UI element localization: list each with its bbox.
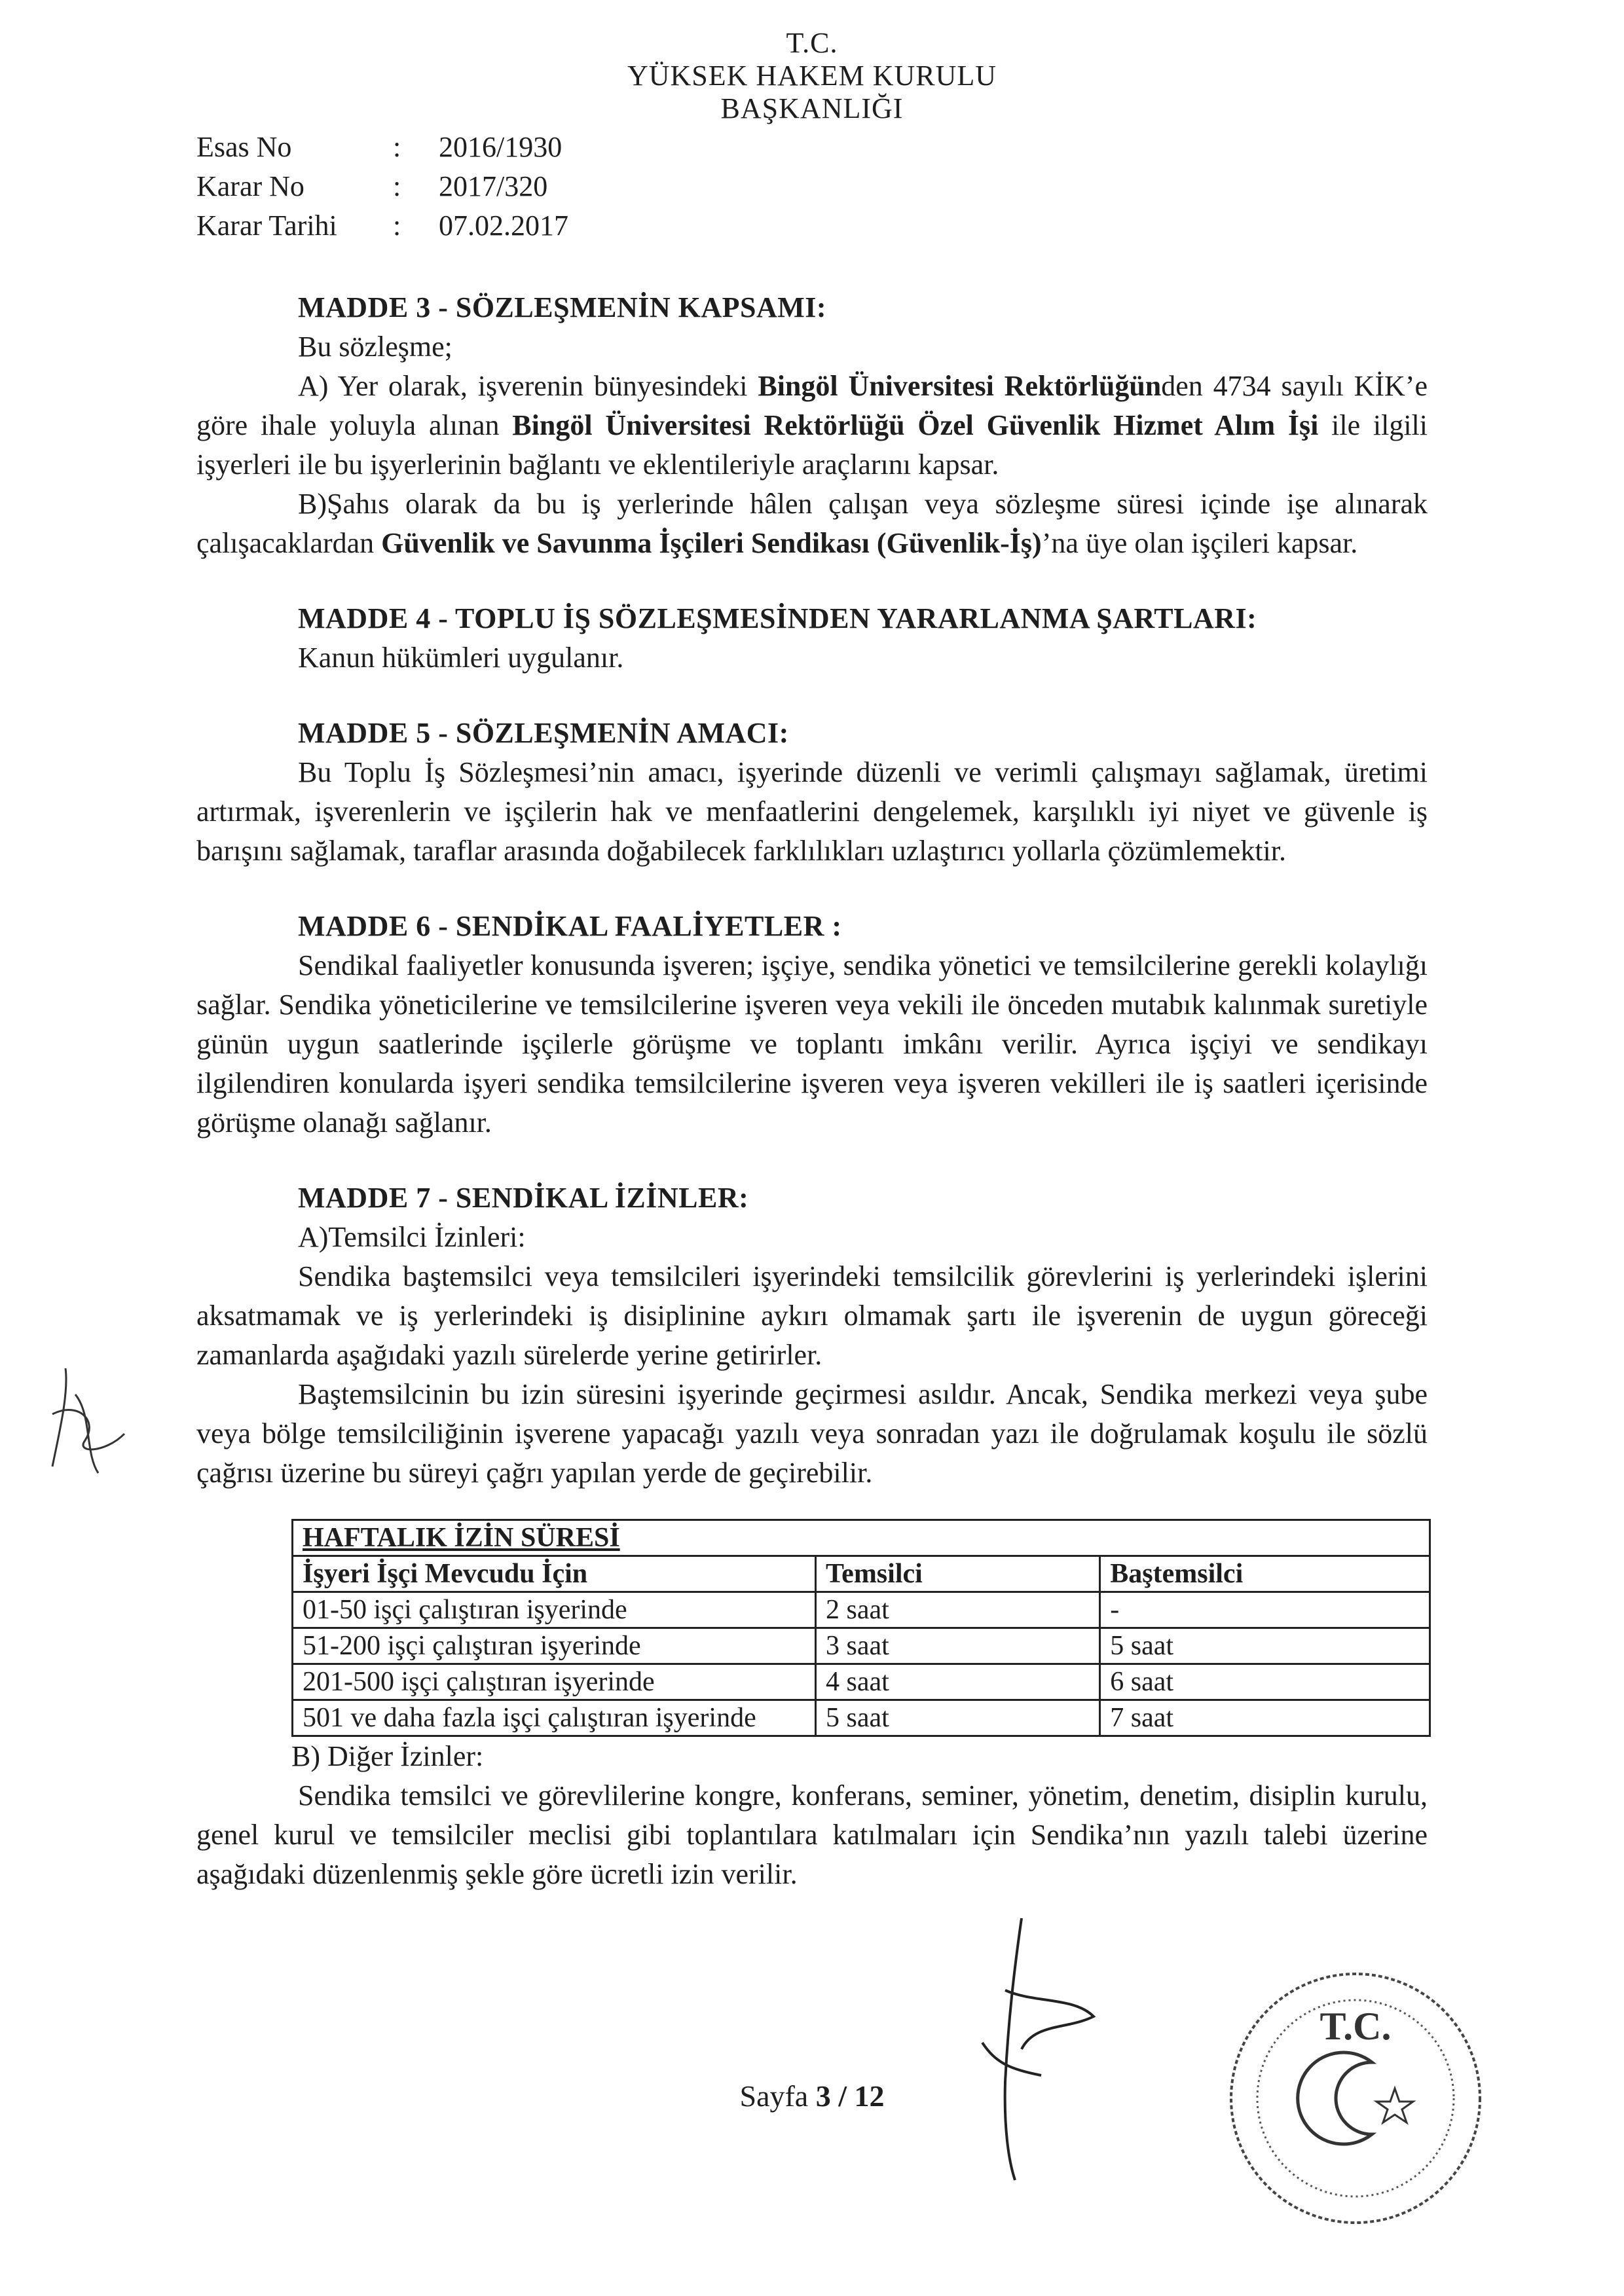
madde-3-clause-a	[196, 367, 1428, 484]
header-tc: T.C.	[786, 27, 838, 59]
clause-b-text-3: ’na üye olan işçileri kapsar.	[1041, 527, 1358, 559]
table-cell: 501 ve daha fazla işçi çalıştıran işyerinde	[293, 1700, 816, 1736]
header-presidency: BAŞKANLIĞI	[720, 92, 904, 124]
madde-7-paragraph-3: Sendika temsilci ve görevlilerine kongre, konferans, seminer, yönetim, denetim, disiplin kurulu, genel kurul ve temsilciler meclisi gibi toplantılara katılmaları için Sendika’nın yazılı talebi üzerine aşağıdaki düzenlenmiş şekle göre ücretli izin verilir.	[196, 1779, 1428, 1890]
clause-b-bold-2: (Güvenlik-İş)	[876, 527, 1042, 559]
clause-b-text-1: B)Şahıs olarak da bu iş yerlerinde hâlen çalışan veya sözleşme süresi içinde işe alınarak çalışacaklardan	[196, 488, 1428, 559]
table-cell: 2 saat	[816, 1592, 1100, 1628]
madde-3-clause-b	[196, 484, 1428, 563]
tarih-label: Karar Tarihi	[196, 210, 337, 242]
madde-4-text: Kanun hükümleri uygulanır.	[298, 642, 624, 674]
madde-3-heading: MADDE 3 - SÖZLEŞMENİN KAPSAMI:	[298, 291, 827, 323]
clause-a-text-2: den 4734 sayılı KİK’e göre ihale yoluyla alınan	[196, 370, 1428, 441]
colon: :	[393, 210, 401, 242]
madde-5-text: Bu Toplu İş Sözleşmesi’nin amacı, işyerinde düzenli ve verimli çalışmayı sağlamak, üretimi artırmak, işverenlerin ve işçilerin hak ve menfaatlerini dengelemek, karşılıklı iyi niyet ve güvenle iş barışını sağlamak, taraflar arasında doğabilecek farklılıkları uzlaştırıcı yollarla çözümlemektir.	[196, 756, 1428, 867]
table-cell: 201-500 işçi çalıştıran işyerinde	[293, 1664, 816, 1700]
margin-signature	[39, 1355, 138, 1486]
table-cell: 51-200 işçi çalıştıran işyerinde	[293, 1628, 816, 1664]
madde-3-intro: Bu sözleşme;	[298, 331, 452, 363]
madde-7-heading: MADDE 7 - SENDİKAL İZİNLER:	[298, 1182, 749, 1214]
madde-7-paragraph-2: Baştemsilcinin bu izin süresini işyerinde geçirmesi asıldır. Ancak, Sendika merkezi veya şube veya bölge temsilciliğinin işverene yapacağı yazılı veya sonradan yazı ile doğrulamak koşulu ile sözlü çağrısı üzerine bu süreyi çağrı yapılan yerde de geçirebilir.	[196, 1378, 1428, 1489]
tarih-row	[196, 206, 568, 246]
table-cell: 01-50 işçi çalıştıran işyerinde	[293, 1592, 816, 1628]
madde-7-sub-a: A)Temsilci İzinleri:	[298, 1221, 526, 1253]
page-label: Sayfa	[739, 2079, 816, 2113]
clause-b-bold-1: Güvenlik ve Savunma İşçileri Sendikası	[381, 527, 870, 559]
madde-6-heading: MADDE 6 - SENDİKAL FAALİYETLER :	[298, 910, 842, 942]
table-cell: 6 saat	[1100, 1664, 1430, 1700]
karar-value: 2017/320	[439, 170, 548, 202]
table-row	[293, 1628, 1430, 1664]
esas-row	[196, 128, 568, 167]
clause-a-bold-2: Bingöl Üniversitesi Rektörlüğü Özel Güvenlik Hizmet Alım İşi	[512, 409, 1319, 441]
madde-4-heading: MADDE 4 - TOPLU İŞ SÖZLEŞMESİNDEN YARARLANMA ŞARTLARI:	[298, 602, 1257, 634]
table-title-row	[293, 1520, 1430, 1556]
colon: :	[393, 131, 401, 163]
table-header-row	[293, 1556, 1430, 1592]
clause-a-bold-1: Bingöl Üniversitesi Rektörlüğün	[758, 370, 1162, 402]
madde-7-sub-b: B) Diğer İzinler:	[291, 1740, 484, 1772]
table-title: HAFTALIK İZİN SÜRESİ	[293, 1520, 1430, 1556]
clause-a-text-1: A) Yer olarak, işverenin bünyesindeki	[298, 370, 758, 402]
karar-label: Karar No	[196, 170, 304, 202]
seal-text: T.C.	[1320, 2005, 1392, 2048]
table-cell: 4 saat	[816, 1664, 1100, 1700]
table-header-cell: İşyeri İşçi Mevcudu İçin	[293, 1556, 816, 1592]
clause-a-text-3: ile ilgili işyerleri ile bu işyerlerinin bağlantı ve eklentileriyle araçlarını kapsar.	[196, 409, 1428, 481]
table-row	[293, 1664, 1430, 1700]
colon: :	[393, 170, 401, 202]
table-header-cell: Baştemsilci	[1100, 1556, 1430, 1592]
table-cell: -	[1100, 1592, 1430, 1628]
case-metadata	[196, 128, 568, 246]
madde-5-heading: MADDE 5 - SÖZLEŞMENİN AMACI:	[298, 717, 789, 749]
table-cell: 7 saat	[1100, 1700, 1430, 1736]
table-header-cell: Temsilci	[816, 1556, 1100, 1592]
madde-6-text: Sendikal faaliyetler konusunda işveren; işçiye, sendika yönetici ve temsilcilerine gerekli kolaylığı sağlar. Sendika yöneticilerine ve temsilcilerine işveren veya vekili ile önceden mutabık kalınmak suretiyle günün uygun saatlerinde işçilerle görüşme ve toplantı imkânı verilir. Ayrıca işçiyi ve sendikayı ilgilendiren konularda işyeri sendika temsilcilerine işveren veya işveren vekilleri ile iş saatleri içerisinde görüşme olanağı sağlanır.	[196, 949, 1428, 1139]
signature	[943, 1912, 1113, 2187]
karar-row	[196, 167, 568, 206]
tarih-value: 07.02.2017	[439, 210, 568, 242]
table-row	[293, 1592, 1430, 1628]
table-cell: 3 saat	[816, 1628, 1100, 1664]
page-number: 3 / 12	[815, 2079, 885, 2113]
document-body	[196, 288, 1428, 1894]
esas-label: Esas No	[196, 131, 292, 163]
weekly-leave-table	[291, 1519, 1431, 1737]
table-cell: 5 saat	[1100, 1628, 1430, 1664]
madde-7-paragraph-1: Sendika baştemsilci veya temsilcileri işyerindeki temsilcilik görevlerini iş yerlerindeki işlerini aksatmamak ve iş yerlerindeki iş disiplinine aykırı olmamak şartı ile işverenin de uygun göreceği zamanlarda aşağıdaki yazılı sürelerde yerine getirirler.	[196, 1260, 1428, 1371]
header-institution: YÜKSEK HAKEM KURULU	[627, 60, 997, 92]
official-seal	[1221, 1964, 1490, 2232]
table-row	[293, 1700, 1430, 1736]
esas-value: 2016/1930	[439, 131, 563, 163]
clause-b-text-2	[870, 527, 877, 559]
table-cell: 5 saat	[816, 1700, 1100, 1736]
